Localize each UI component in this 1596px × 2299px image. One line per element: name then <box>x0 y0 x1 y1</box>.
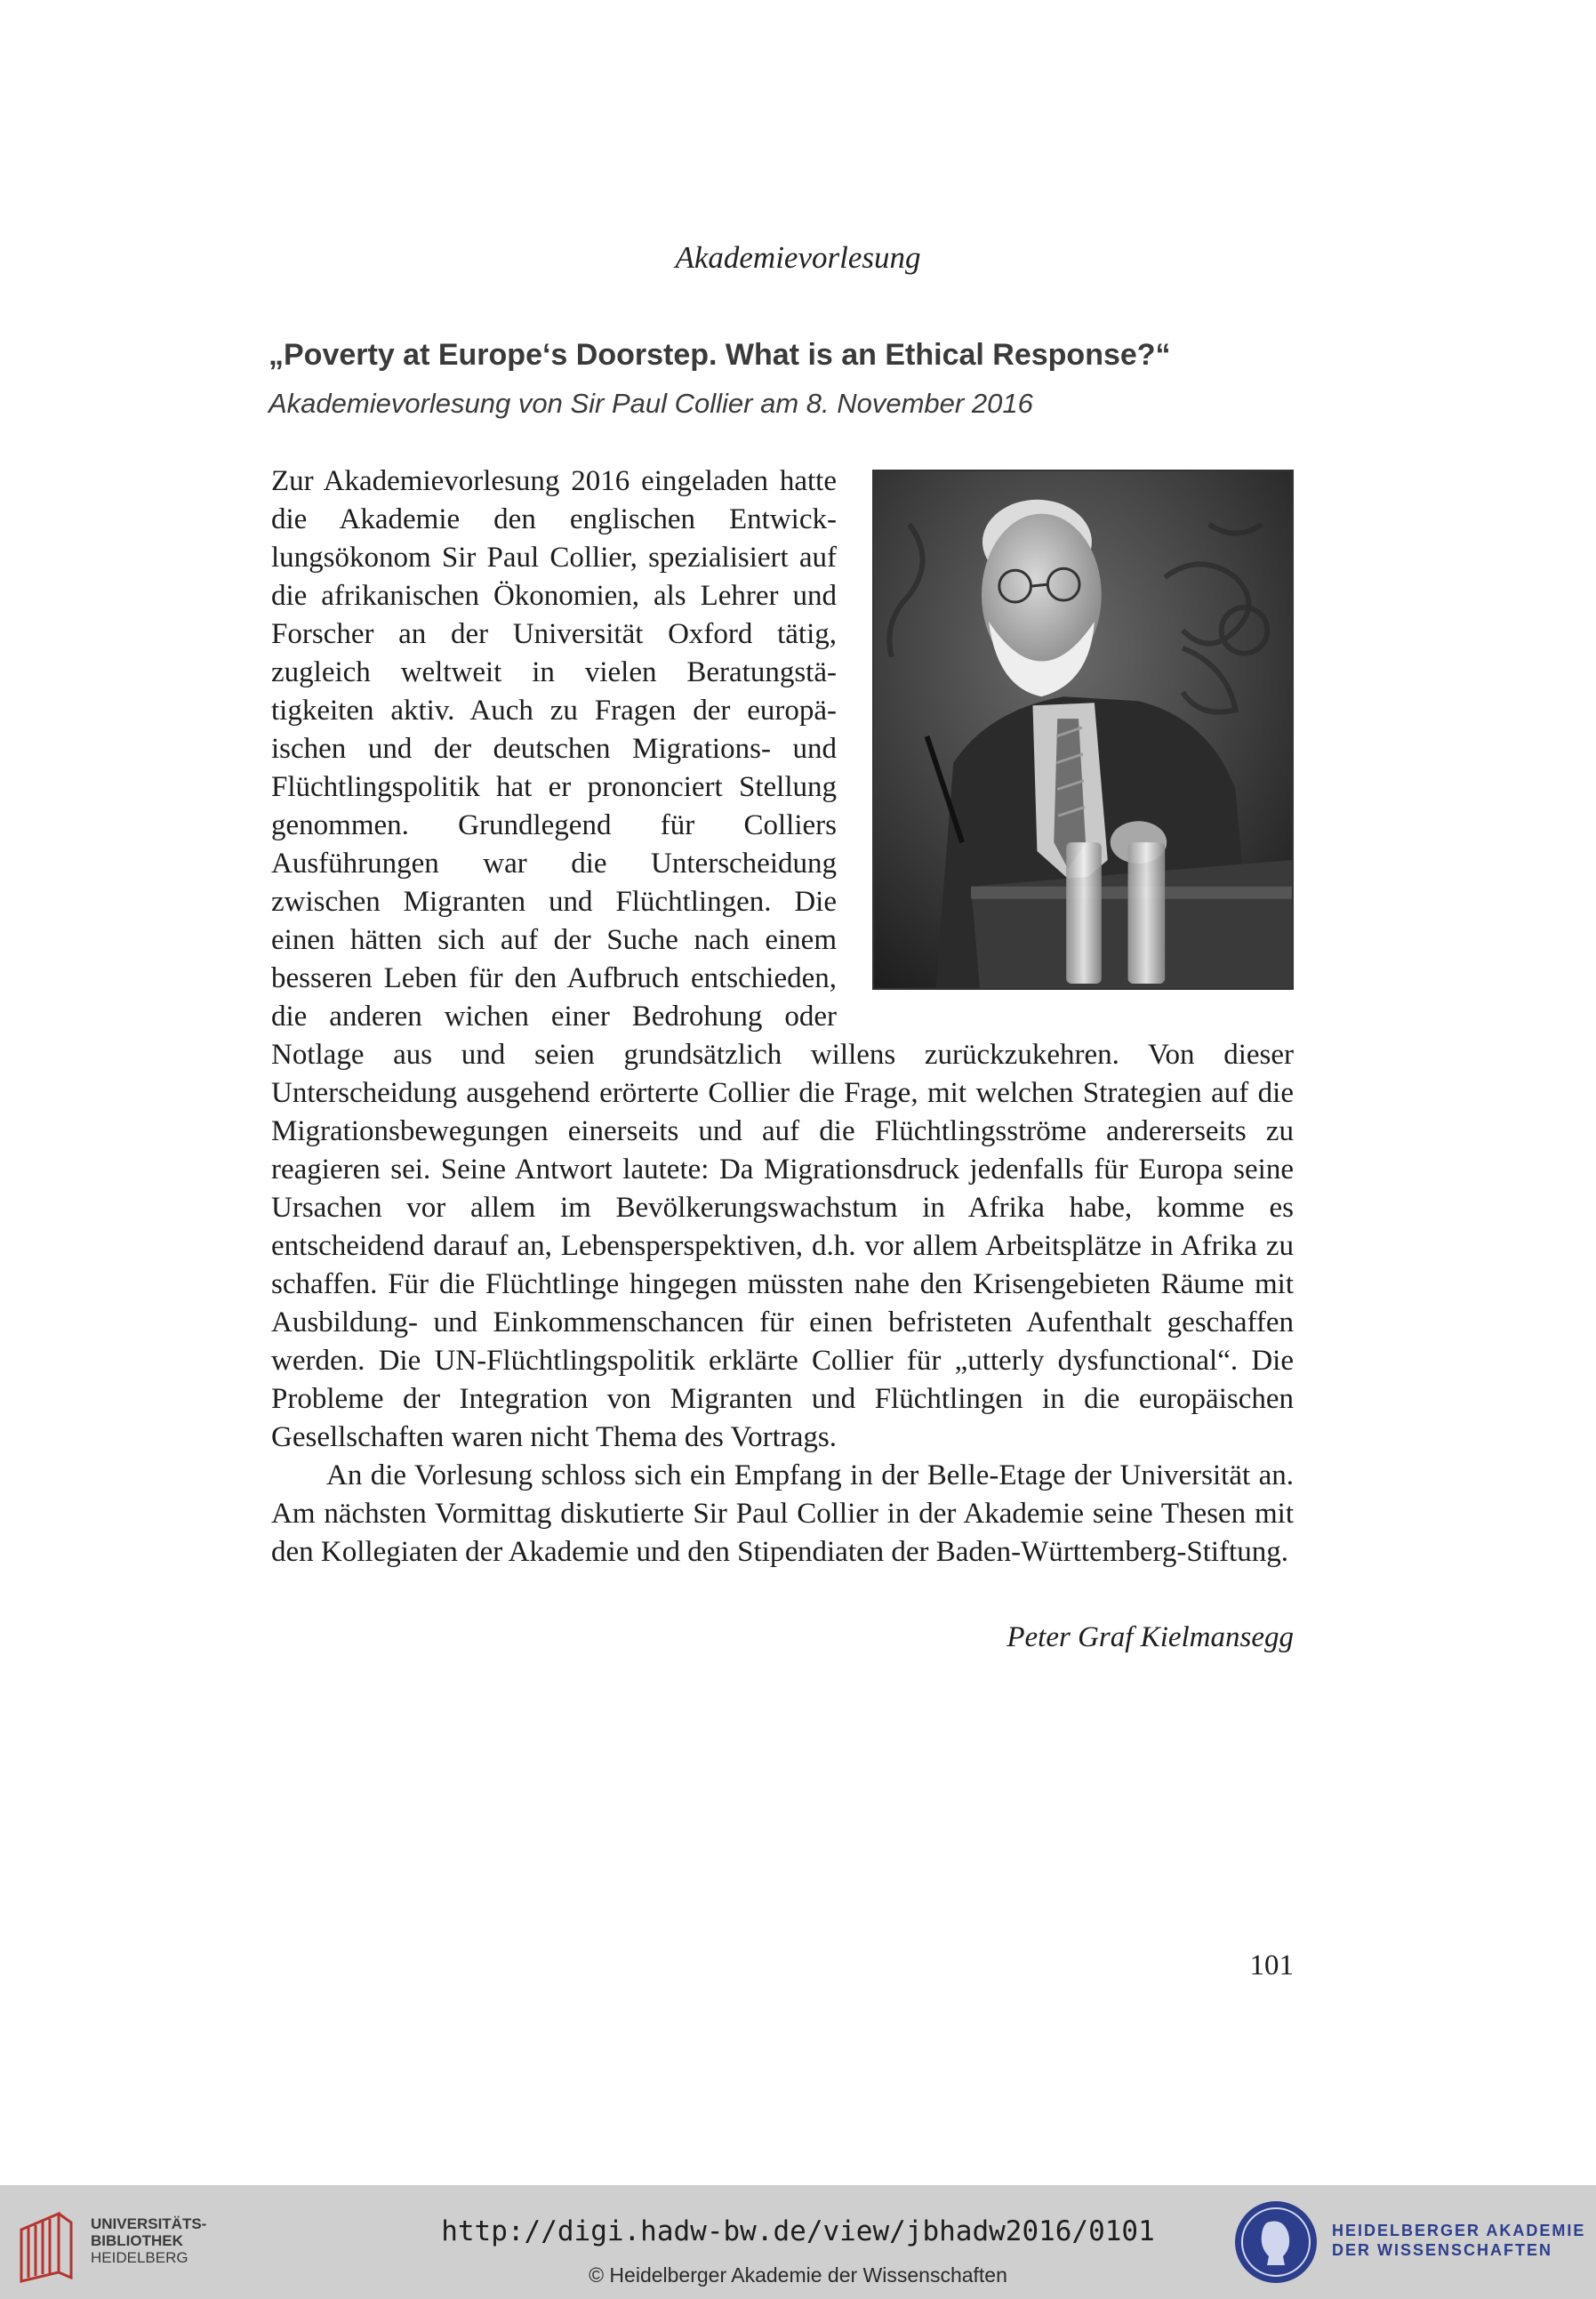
article-body <box>271 462 1294 1572</box>
academy-seal-icon <box>1231 2198 1320 2287</box>
article-paragraph: Zur Akademievorlesung 2016 eingeladen hatte die Akademie den englischen Entwicklungsökonom Sir Paul Collier, spezialisiert auf die afrikanischen Ökonomien, als Lehrer und Forscher an der Universität Oxford tätig, zugleich weltweit in vielen Beratungstätigkeiten aktiv. Auch zu Fragen der europäischen und der deutschen Migrations- und Flüchtlingspolitik hat er prononciert Stellung genommen. Grundlegend für Colliers Ausführungen war die Unterscheidung zwischen Migranten und Flüchtlingen. Die einen hätten sich auf der Suche nach einem besseren Leben für den Aufbruch entschieden, die anderen wichen einer Bedrohung oder Notlage aus und seien grundsätzlich willens zurückzukehren. Von dieser Unterscheidung ausgehend erörterte Collier die Frage, mit welchen Strategien auf die Migrationsbewegungen einerseits und auf die Flüchtlingsströme andererseits zu reagieren sei. Seine Antwort lautete: Da Migrationsdruck jedenfalls für Europa seine Ursachen vor allem im Bevölkerungswachstum in Afrika habe, komme es entscheidend darauf an, Lebensperspektiven, d.h. vor allem Arbeitsplätze in Afrika zu schaffen. Für die Flüchtlinge hingegen müssten nahe den Krisengebieten Räume mit Ausbildung- und Einkommenschancen für einen befristeten Aufenthalt geschaffen werden. Die UN-Flüchtlingspolitik erklärte Collier für „utterly dysfunctional“. Die Probleme der Integration von Migranten und Flüchtlingen in die europäischen Gesellschaften waren nicht Thema des Vortrags. <box>271 465 1294 1453</box>
digitization-footer <box>0 2185 1596 2299</box>
library-name-line: HEIDELBERG <box>91 2249 188 2266</box>
article-title: „Poverty at Europe‘s Doorstep. What is an Ethical Response?“ <box>269 338 1171 372</box>
author-signature: Peter Graf Kielmansegg <box>1007 1621 1294 1653</box>
article-paragraph: An die Vorlesung schloss sich ein Empfang in der Belle-Etage der Universität an. Am nächsten Vormittag diskutierte Sir Paul Collier in der Akademie seine Thesen mit den Kollegiaten der Akademie und den Stipendiaten der Baden-Württemberg-Stiftung. <box>271 1459 1294 1568</box>
article-subtitle: Akademievorlesung von Sir Paul Collier am 8. November 2016 <box>269 388 1033 419</box>
running-head: Akademievorlesung <box>675 240 921 275</box>
academy-name <box>1332 2221 1585 2260</box>
library-name-line: BIBLIOTHEK <box>91 2232 183 2249</box>
page-number: 101 <box>1249 1949 1294 1981</box>
digital-copy-url[interactable]: http://digi.hadw-bw.de/view/jbhadw2016/0101 <box>441 2215 1155 2247</box>
library-name-line: UNIVERSITÄTS- <box>91 2215 207 2232</box>
academy-name-line: HEIDELBERGER AKADEMIE <box>1332 2222 1586 2239</box>
academy-name-line: DER WISSENSCHAFTEN <box>1332 2241 1553 2259</box>
speaker-photo <box>872 470 1294 990</box>
copyright-notice: © Heidelberger Akademie der Wissenschaften <box>589 2263 1007 2287</box>
